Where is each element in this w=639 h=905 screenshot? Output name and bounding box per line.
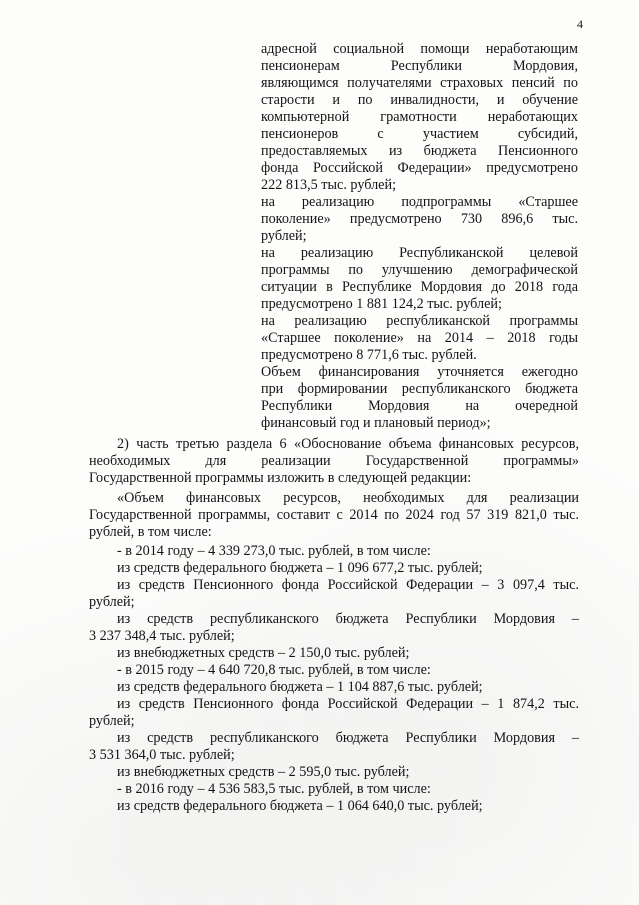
text-line: компьютерной грамотности неработающих [261,109,578,125]
text-line: из средств федерального бюджета – 1 096 677,2 тыс. рублей; [117,560,483,576]
text-line: необходимых для реализации Государственной программы» [89,453,579,469]
text-line: из средств Пенсионного фонда Российской Федерации – 1 874,2 тыс. [117,696,579,712]
text-line: - в 2015 году – 4 640 720,8 тыс. рублей, в том числе: [117,662,431,678]
text-line: на реализацию Республиканской целевой [261,245,578,261]
text-line: ситуации в Республике Мордовия до 2018 года [261,279,578,295]
text-line: Республики Мордовия на очередной [261,398,578,414]
text-line: являющимся получателями страховых пенсий по [261,75,578,91]
page-number: 4 [577,17,583,31]
text-line: Государственной программы, составит с 2014 по 2024 год 57 319 821,0 тыс. [89,507,579,523]
text-line: предусмотрено 1 881 124,2 тыс. рублей; [261,296,502,312]
text-line: 2) часть третью раздела 6 «Обоснование объема финансовых ресурсов, [117,436,579,452]
text-line: рублей; [261,228,307,244]
text-line: предусмотрено 8 771,6 тыс. рублей. [261,347,477,363]
text-line: из средств республиканского бюджета Республики Мордовия – [117,611,579,627]
text-line: Государственной программы изложить в следующей редакции: [89,470,472,486]
text-line: из внебюджетных средств – 2 595,0 тыс. рублей; [117,764,410,780]
text-line: - в 2016 году – 4 536 583,5 тыс. рублей, в том числе: [117,781,431,797]
text-line: на реализацию подпрограммы «Старшее [261,194,578,210]
text-line: адресной социальной помощи неработающим [261,41,578,57]
text-line: из средств федерального бюджета – 1 064 640,0 тыс. рублей; [117,798,483,814]
text-line: поколение» предусмотрено 730 896,6 тыс. [261,211,578,227]
text-line: рублей, в том числе: [89,524,212,540]
text-line: старости и по инвалидности, и обучение [261,92,578,108]
text-line: 3 531 364,0 тыс. рублей; [89,747,235,763]
text-line: из внебюджетных средств – 2 150,0 тыс. рублей; [117,645,410,661]
text-line: фонда Российской Федерации» предусмотрено [261,160,578,176]
text-line: 3 237 348,4 тыс. рублей; [89,628,235,644]
text-line: - в 2014 году – 4 339 273,0 тыс. рублей, в том числе: [117,543,431,559]
text-line: на реализацию республиканской программы [261,313,578,329]
text-line: из средств республиканского бюджета Республики Мордовия – [117,730,579,746]
text-line: из средств федерального бюджета – 1 104 887,6 тыс. рублей; [117,679,483,695]
text-line: 222 813,5 тыс. рублей; [261,177,397,193]
text-line: при формировании республиканского бюджета [261,381,578,397]
text-line: пенсионеров с участием субсидий, [261,126,578,142]
text-line: пенсионерам Республики Мордовия, [261,58,578,74]
text-line: финансовый год и плановый период»; [261,415,491,431]
text-line: рублей; [89,594,135,610]
text-line: из средств Пенсионного фонда Российской Федерации – 3 097,4 тыс. [117,577,579,593]
text-line: «Старшее поколение» на 2014 – 2018 годы [261,330,578,346]
text-line: предоставляемых из бюджета Пенсионного [261,143,578,159]
text-line: программы по улучшению демографической [261,262,578,278]
text-line: «Объем финансовых ресурсов, необходимых для реализации [117,490,579,506]
text-line: рублей; [89,713,135,729]
text-line: Объем финансирования уточняется ежегодно [261,364,578,380]
